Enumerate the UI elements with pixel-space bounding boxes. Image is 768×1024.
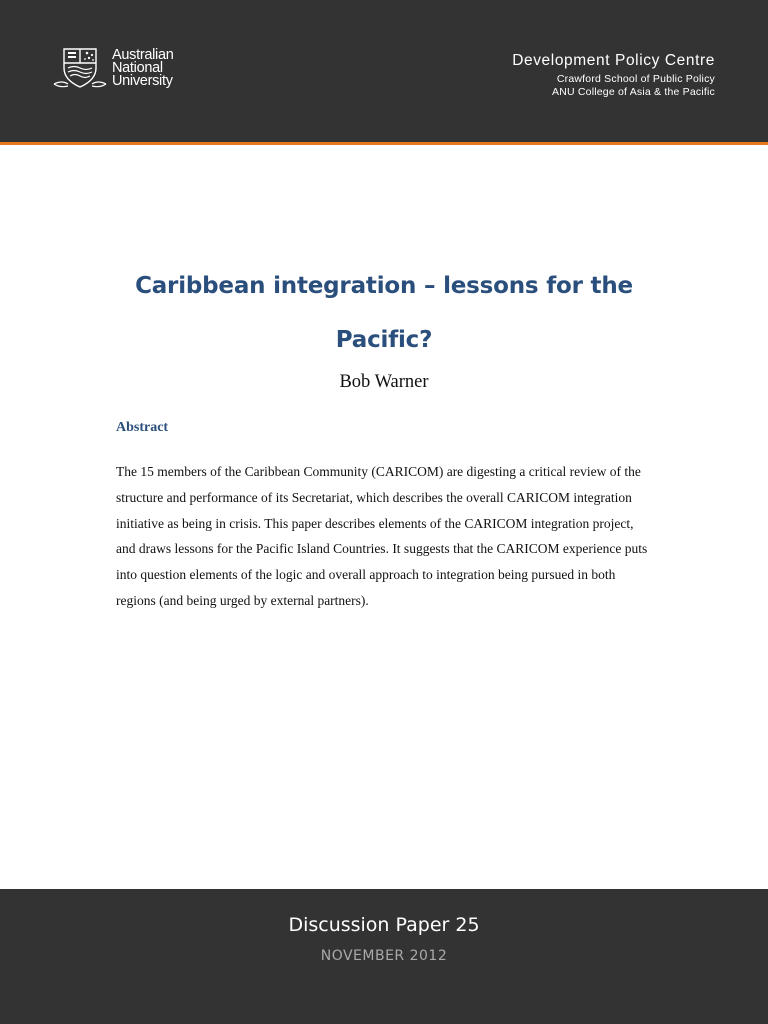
anu-logo [52, 46, 173, 90]
anu-crest-icon [52, 46, 108, 90]
school-name: Crawford School of Public Policy [556, 73, 715, 85]
paper-number: Discussion Paper 25 [288, 914, 480, 936]
college-name: ANU College of Asia & the Pacific [551, 86, 715, 98]
centre-block [512, 52, 715, 99]
centre-name: Development Policy Centre [512, 52, 715, 69]
university-name [112, 46, 174, 89]
abstract-text: The 15 members of the Caribbean Community (CARICOM) are digesting a critical review of the structure and performance of its Secretariat, which describes the overall CARICOM integration initiative as being in crisis. This paper describes elements of the CARICOM integration project, and draws lessons for the Pacific Island Countries. It suggests that the CARICOM experience puts into question elements of the logic and overall approach to integration being pursued in both regions (and being urged by external partners). [116, 464, 648, 608]
author-name: Bob Warner [339, 372, 429, 392]
paper-title: Caribbean integration – lessons for the Pacific? [135, 273, 633, 354]
header-banner [0, 0, 768, 142]
university-name-line-3: University [112, 72, 173, 89]
university-name-line-1: Australian [112, 46, 174, 63]
header-divider [0, 142, 768, 145]
paper-date: NOVEMBER 2012 [320, 948, 448, 964]
abstract-heading: Abstract [116, 420, 169, 435]
university-name-line-2: National [112, 59, 163, 76]
